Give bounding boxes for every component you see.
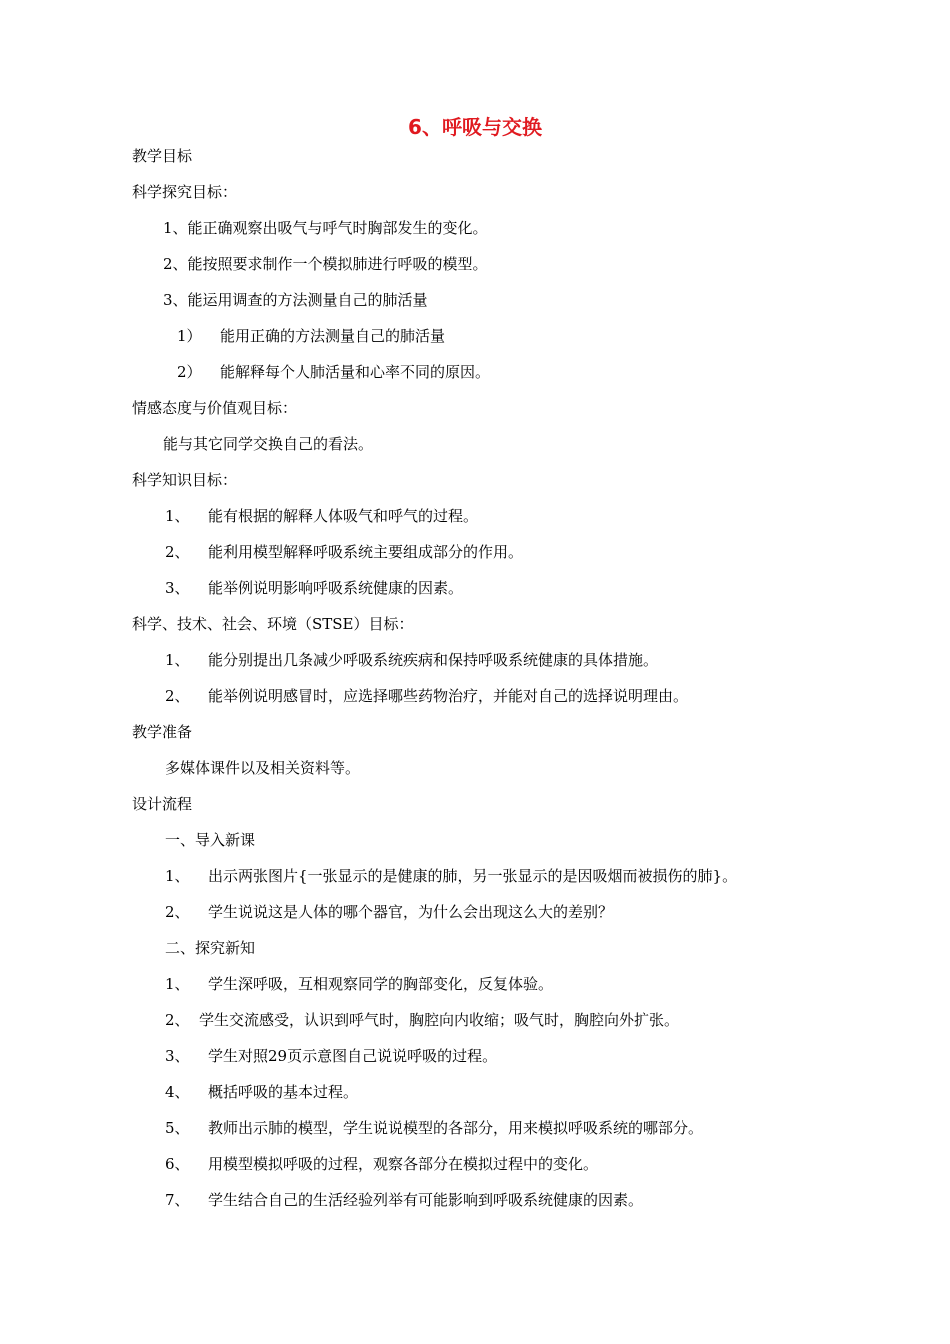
heading-attitude-goals: 情感态度与价值观目标：: [132, 399, 298, 417]
list-marker: 4、: [165, 1083, 190, 1101]
explore-step-2: [132, 1002, 832, 1038]
list-text: 能分别提出几条减少呼吸系统疾病和保持呼吸系统健康的具体措施。: [208, 651, 659, 669]
list-text: 能举例说明影响呼吸系统健康的因素。: [208, 579, 464, 597]
list-marker: 6、: [165, 1155, 190, 1173]
list-text: 学生深呼吸，互相观察同学的胸部变化，反复体验。: [208, 975, 554, 993]
list-text: 能利用模型解释呼吸系统主要组成部分的作用。: [208, 543, 524, 561]
explore-step-5: [132, 1110, 832, 1146]
list-marker: 1、: [165, 867, 190, 885]
list-marker: 3、: [165, 579, 190, 597]
explore-step-6: [132, 1146, 832, 1182]
heading-teaching-goals: 教学目标: [132, 147, 193, 165]
list-marker: 1）: [177, 327, 202, 345]
explore-step-1: [132, 966, 832, 1002]
list-text: 能举例说明感冒时，应选择哪些药物治疗，并能对自己的选择说明理由。: [208, 687, 689, 705]
list-marker: 1、: [165, 507, 190, 525]
knowledge-goal-2: [132, 534, 832, 570]
attitude-goal: 能与其它同学交换自己的看法。: [163, 435, 374, 453]
inquiry-subgoal-1: [132, 318, 832, 354]
list-text: 概括呼吸的基本过程。: [208, 1083, 359, 1101]
heading-inquiry-goals: 科学探究目标：: [132, 183, 238, 201]
page-title: 6、呼吸与交换: [408, 115, 542, 139]
list-marker: 2、: [165, 687, 190, 705]
list-marker: 1、: [165, 975, 190, 993]
document-body: [132, 138, 832, 1218]
heading-design-flow: 设计流程: [132, 795, 193, 813]
inquiry-goal-2: 2、能按照要求制作一个模拟肺进行呼吸的模型。: [163, 255, 488, 273]
inquiry-subgoal-2: [132, 354, 832, 390]
intro-step-1: [132, 858, 832, 894]
list-marker: 2、: [165, 543, 190, 561]
section-explore-heading: 二、探究新知: [165, 939, 256, 957]
explore-step-4: [132, 1074, 832, 1110]
section-intro-heading: 一、导入新课: [165, 831, 256, 849]
heading-preparation: 教学准备: [132, 723, 193, 741]
list-text: 能用正确的方法测量自己的肺活量: [220, 327, 446, 345]
list-text: 能有根据的解释人体吸气和呼气的过程。: [208, 507, 479, 525]
list-text: 出示两张图片{一张显示的是健康的肺，另一张显示的是因吸烟而被损伤的肺}。: [208, 867, 738, 885]
inquiry-goal-1: 1、能正确观察出吸气与呼气时胸部发生的变化。: [163, 219, 488, 237]
explore-step-7: [132, 1182, 832, 1218]
list-text: 能解释每个人肺活量和心率不同的原因。: [220, 363, 491, 381]
heading-stse-goals: 科学、技术、社会、环境（STSE）目标：: [132, 615, 414, 633]
list-marker: 2、: [165, 1011, 190, 1029]
list-text: 学生说说这是人体的哪个器官，为什么会出现这么大的差别？: [208, 903, 614, 921]
list-marker: 3、: [165, 1047, 190, 1065]
intro-step-2: [132, 894, 832, 930]
list-text: 学生结合自己的生活经验列举有可能影响到呼吸系统健康的因素。: [208, 1191, 644, 1209]
list-text: 用模型模拟呼吸的过程，观察各部分在模拟过程中的变化。: [208, 1155, 599, 1173]
list-marker: 5、: [165, 1119, 190, 1137]
list-marker: 1、: [165, 651, 190, 669]
inquiry-goal-3: 3、能运用调查的方法测量自己的肺活量: [163, 291, 428, 309]
list-text: 学生对照29页示意图自己说说呼吸的过程。: [208, 1047, 498, 1065]
list-marker: 7、: [165, 1191, 190, 1209]
stse-goal-2: [132, 678, 832, 714]
list-marker: 2）: [177, 363, 202, 381]
list-text: 教师出示肺的模型，学生说说模型的各部分，用来模拟呼吸系统的哪部分。: [208, 1119, 704, 1137]
preparation-text: 多媒体课件以及相关资料等。: [165, 759, 361, 777]
knowledge-goal-1: [132, 498, 832, 534]
list-marker: 2、: [165, 903, 190, 921]
explore-step-3: [132, 1038, 832, 1074]
list-text: 学生交流感受，认识到呼气时，胸腔向内收缩；吸气时，胸腔向外扩张。: [199, 1011, 680, 1029]
heading-knowledge-goals: 科学知识目标：: [132, 471, 238, 489]
stse-goal-1: [132, 642, 832, 678]
knowledge-goal-3: [132, 570, 832, 606]
